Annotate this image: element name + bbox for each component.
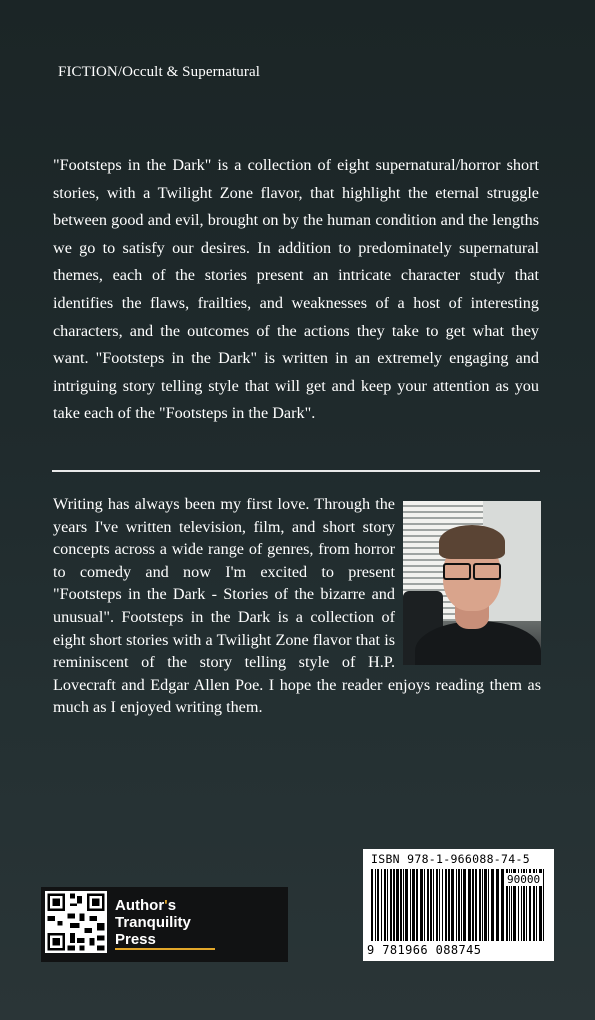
author-bio-section xyxy=(53,493,541,719)
book-category: FICTION/Occult & Supernatural xyxy=(58,64,261,80)
publisher-underline xyxy=(115,948,215,950)
book-synopsis: "Footsteps in the Dark" is a collection of eight supernatural/horror short stories, with a Twilight Zone flavor, that highlight the eternal struggle between good and evil, brought on by the human condition and the lengths we go to satisfy our desires. In addition to predominately supernatural themes, each of the stories present an intricate character study that identifies the flaws, frailties, and weaknesses of a host of interesting characters, and the outcomes of the actions they take to get what they want. "Footsteps in the Dark" is written in an extremely engaging and intriguing story telling style that will get and keep your attention as you take each of the "Footsteps in the Dark". xyxy=(53,156,539,423)
price-code: 90000 xyxy=(507,873,541,886)
publisher-name: Author's Tranquility Press xyxy=(115,897,191,948)
isbn-label: ISBN 978-1-966088-74-5 xyxy=(371,852,530,866)
author-bio-text: Writing has always been my first love. Through the years I've written television, film, and short story concepts across a wide range of genres, from horror to comedy and now I'm excited to present "Footsteps in the Dark - Stories of the bizarre and unusual". Footsteps in the Dark is a collection of eight short stories with a Twilight Zone flavor that is reminiscent of the story telling style of H.P. Lovecraft and Edgar Allen Poe. I hope the reader enjoys reading them as much as I enjoyed writing them. xyxy=(53,495,541,717)
section-divider xyxy=(52,470,540,472)
qr-code xyxy=(45,891,107,953)
publisher-logo xyxy=(41,887,288,962)
isbn-digits: 9 781966 088745 xyxy=(367,943,482,957)
isbn-barcode xyxy=(363,849,554,961)
author-photo xyxy=(403,501,541,665)
